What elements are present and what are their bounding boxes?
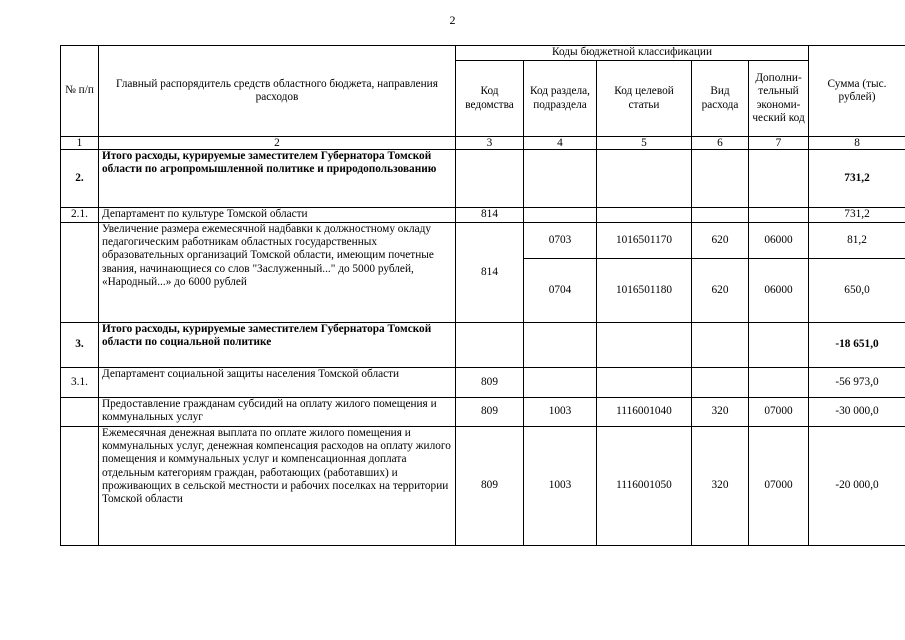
row-sum: -20 000,0 (809, 427, 905, 546)
row-description: Предоставление гражданам субсидий на оплату жилого помещения и коммунальных услуг (99, 398, 456, 427)
expense-type: 620 (692, 223, 749, 259)
section-code: 0703 (524, 223, 597, 259)
header-group: Коды бюджетной классификации (456, 46, 809, 61)
row-description: Департамент по культуре Томской области (99, 208, 456, 223)
row-sum: 731,2 (809, 150, 905, 208)
dept-code: 814 (456, 208, 524, 223)
header-col6: Вид расхода (692, 61, 749, 137)
budget-table (60, 45, 905, 546)
header-col8: Сумма (тыс. рублей) (809, 46, 905, 137)
table-row (61, 398, 905, 427)
row-description: Итого расходы, курируемые заместителем Губернатора Томской области по социальной политике (99, 323, 456, 368)
column-number: 2 (99, 137, 456, 150)
row-sum: 81,2 (809, 223, 905, 259)
extra-code: 07000 (749, 427, 809, 546)
section-code: 1003 (524, 427, 597, 546)
header-row-group (61, 46, 905, 61)
table-row (61, 323, 905, 368)
header-col7: Дополни-тельный экономи-ческий код (749, 61, 809, 137)
expense-type: 320 (692, 427, 749, 546)
expense-type: 620 (692, 259, 749, 323)
header-col4: Код раздела, подраздела (524, 61, 597, 137)
dept-code: 809 (456, 368, 524, 398)
target-code: 1116001040 (597, 398, 692, 427)
table-row (61, 223, 905, 259)
table-row (61, 150, 905, 208)
header-col1: № п/п (61, 46, 99, 137)
row-sum: -18 651,0 (809, 323, 905, 368)
dept-code: 809 (456, 427, 524, 546)
header-col2: Главный распорядитель средств областного бюджета, направления расходов (99, 46, 456, 137)
expense-type: 320 (692, 398, 749, 427)
table-row (61, 208, 905, 223)
extra-code: 07000 (749, 398, 809, 427)
row-description: Департамент социальной защиты населения Томской области (99, 368, 456, 398)
column-number: 3 (456, 137, 524, 150)
dept-code: 809 (456, 398, 524, 427)
column-number: 5 (597, 137, 692, 150)
extra-code: 06000 (749, 259, 809, 323)
table-row (61, 368, 905, 398)
row-description: Ежемесячная денежная выплата по оплате жилого помещения и коммунальных услуг, денежная компенсация расходов на оплату жилого помещения и коммунальных услуг и компенсационная доплата отдельным категориям граждан, работающих (работавших) и проживающих в сельской местности и рабочих поселках на территории Томской области (99, 427, 456, 546)
dept-code: 814 (456, 223, 524, 323)
target-code: 1116001050 (597, 427, 692, 546)
row-sum: -30 000,0 (809, 398, 905, 427)
row-number: 2.1. (61, 208, 99, 223)
row-sum: 731,2 (809, 208, 905, 223)
row-number: 2. (61, 150, 99, 208)
row-sum: -56 973,0 (809, 368, 905, 398)
row-description: Итого расходы, курируемые заместителем Губернатора Томской области по агропромышленной политике и природопользованию (99, 150, 456, 208)
row-description: Увеличение размера ежемесячной надбавки к должностному окладу педагогическим работникам областных государственных образовательных организаций Томской области, имеющим почетные звания, начинающиеся со слов "Заслуженный..." до 5000 рублей, «Народный...» до 6000 рублей (99, 223, 456, 323)
page-number: 2 (449, 13, 456, 27)
extra-code: 06000 (749, 223, 809, 259)
column-number: 6 (692, 137, 749, 150)
target-code: 1016501170 (597, 223, 692, 259)
row-sum: 650,0 (809, 259, 905, 323)
column-number-row (61, 137, 905, 150)
section-code: 0704 (524, 259, 597, 323)
header-col3: Код ведомства (456, 61, 524, 137)
target-code: 1016501180 (597, 259, 692, 323)
column-number: 7 (749, 137, 809, 150)
row-number: 3.1. (61, 368, 99, 398)
column-number: 1 (61, 137, 99, 150)
column-number: 8 (809, 137, 905, 150)
column-number: 4 (524, 137, 597, 150)
section-code: 1003 (524, 398, 597, 427)
header-col5: Код целевой статьи (597, 61, 692, 137)
row-number: 3. (61, 323, 99, 368)
table-row (61, 427, 905, 546)
